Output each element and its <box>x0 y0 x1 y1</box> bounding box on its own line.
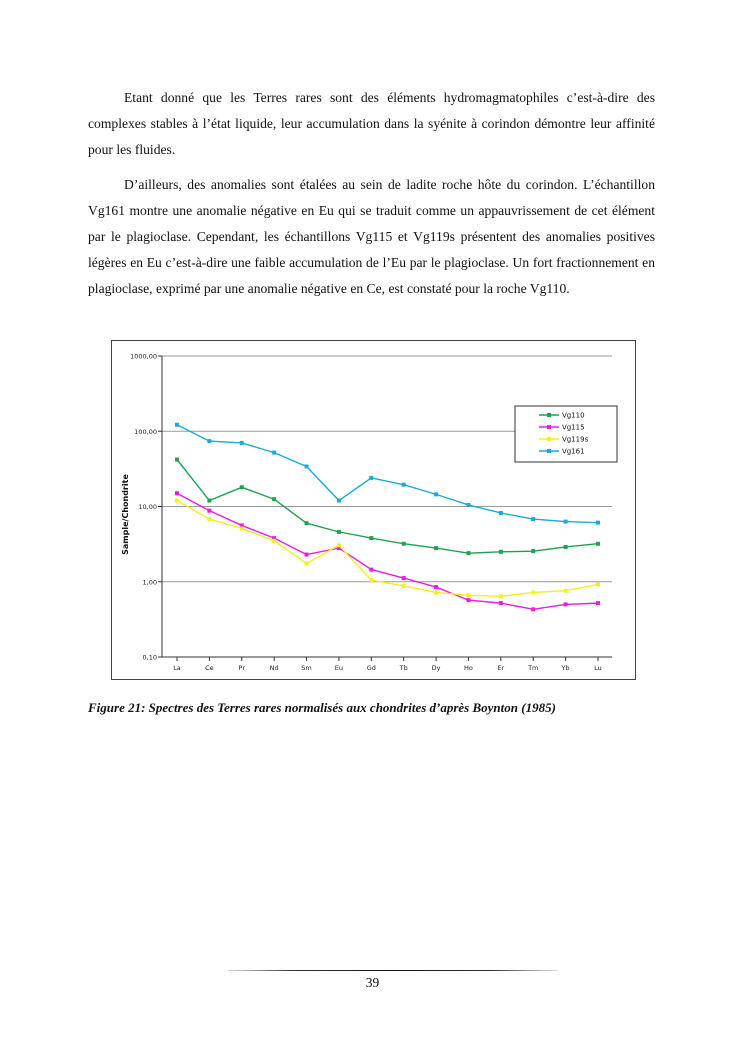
data-point <box>369 568 373 572</box>
data-point <box>207 499 211 503</box>
data-point <box>240 485 244 489</box>
data-point <box>434 492 438 496</box>
y-tick-label: 100,00 <box>134 427 157 436</box>
data-point <box>337 499 341 503</box>
data-point <box>499 550 503 554</box>
paragraph-2: D’ailleurs, des anomalies sont étalées au sein de ladite roche hôte du corindon. L’échantillon Vg161 montre une anomalie négative en Eu qui se traduit comme un appauvrissement de cet élément par le plagioclase. Cependant, les échantillons Vg115 et Vg119s présentent des anomalies positives légères en Eu c’est-à-dire une faible accumulation de l’Eu par le plagioclase. Un fort fractionnement en plagioclase, exprimé par une anomalie négative en Ce, est constaté pour la roche Vg110. <box>88 177 655 296</box>
legend-marker <box>547 437 551 441</box>
data-point <box>499 511 503 515</box>
data-point <box>531 607 535 611</box>
data-point <box>434 590 438 594</box>
data-point <box>434 546 438 550</box>
legend-label: Vg161 <box>562 447 585 456</box>
data-point <box>531 590 535 594</box>
data-point <box>564 589 568 593</box>
y-tick-label: 0,10 <box>142 653 157 662</box>
data-point <box>369 476 373 480</box>
data-point <box>207 517 211 521</box>
data-point <box>337 543 341 547</box>
data-point <box>369 536 373 540</box>
data-point <box>564 602 568 606</box>
data-point <box>466 551 470 555</box>
figure-caption: Figure 21: Spectres des Terres rares normalisés aux chondrites d’après Boynton (1985) <box>88 700 556 715</box>
data-point <box>240 441 244 445</box>
ree-spectrum-chart <box>111 340 636 680</box>
data-point <box>564 520 568 524</box>
paragraph-1: Etant donné que les Terres rares sont des éléments hydromagmatophiles c’est-à-dire des complexes stables à l’état liquide, leur accumulation dans la syénite à corindon démontre leur affinité pour les fluides. <box>88 90 655 157</box>
data-point <box>596 601 600 605</box>
data-point <box>466 593 470 597</box>
y-tick-label: 1000,00 <box>130 352 157 361</box>
x-tick-label: Ce <box>205 664 214 672</box>
data-point <box>564 545 568 549</box>
data-point <box>402 483 406 487</box>
x-tick-label: Ho <box>464 664 473 672</box>
x-tick-label: Eu <box>334 664 344 672</box>
x-tick-label: Sm <box>301 664 312 672</box>
x-tick-label: Nd <box>269 664 279 672</box>
data-point <box>466 598 470 602</box>
legend-marker <box>547 449 551 453</box>
data-point <box>240 527 244 531</box>
data-point <box>402 542 406 546</box>
legend-label: Vg115 <box>562 423 585 432</box>
data-point <box>596 582 600 586</box>
data-point <box>499 594 503 598</box>
x-tick-label: Pr <box>238 664 246 672</box>
y-axis-label: Sample/Chondrite <box>121 474 130 555</box>
data-point <box>531 549 535 553</box>
data-point <box>305 521 309 525</box>
data-point <box>175 491 179 495</box>
data-point <box>531 517 535 521</box>
data-point <box>596 542 600 546</box>
data-point <box>466 503 470 507</box>
data-point <box>175 458 179 462</box>
footer-rule <box>228 970 558 971</box>
legend-label: Vg119s <box>562 435 589 444</box>
data-point <box>402 576 406 580</box>
data-point <box>596 521 600 525</box>
x-tick-label: Gd <box>366 664 376 672</box>
data-point <box>272 539 276 543</box>
page-number: 39 <box>365 975 380 990</box>
data-point <box>207 509 211 513</box>
data-point <box>305 561 309 565</box>
x-tick-label: Tm <box>528 664 539 672</box>
data-point <box>305 465 309 469</box>
x-tick-label: Tb <box>399 664 408 672</box>
data-point <box>207 439 211 443</box>
data-point <box>175 499 179 503</box>
x-tick-label: Lu <box>594 664 602 672</box>
data-point <box>402 584 406 588</box>
x-tick-label: Er <box>497 664 505 672</box>
x-tick-label: Dy <box>431 664 441 672</box>
data-point <box>272 497 276 501</box>
x-tick-label: La <box>173 664 181 672</box>
data-point <box>499 601 503 605</box>
data-point <box>434 585 438 589</box>
y-tick-label: 1,00 <box>142 578 157 587</box>
legend-label: Vg110 <box>562 411 585 420</box>
legend-marker <box>547 413 551 417</box>
x-tick-label: Yb <box>561 664 570 672</box>
data-point <box>175 423 179 427</box>
y-tick-label: 10,00 <box>138 503 157 511</box>
legend-marker <box>547 425 551 429</box>
data-point <box>337 530 341 534</box>
data-point <box>305 553 309 557</box>
chart-canvas <box>112 341 635 679</box>
data-point <box>369 578 373 582</box>
data-point <box>272 451 276 455</box>
